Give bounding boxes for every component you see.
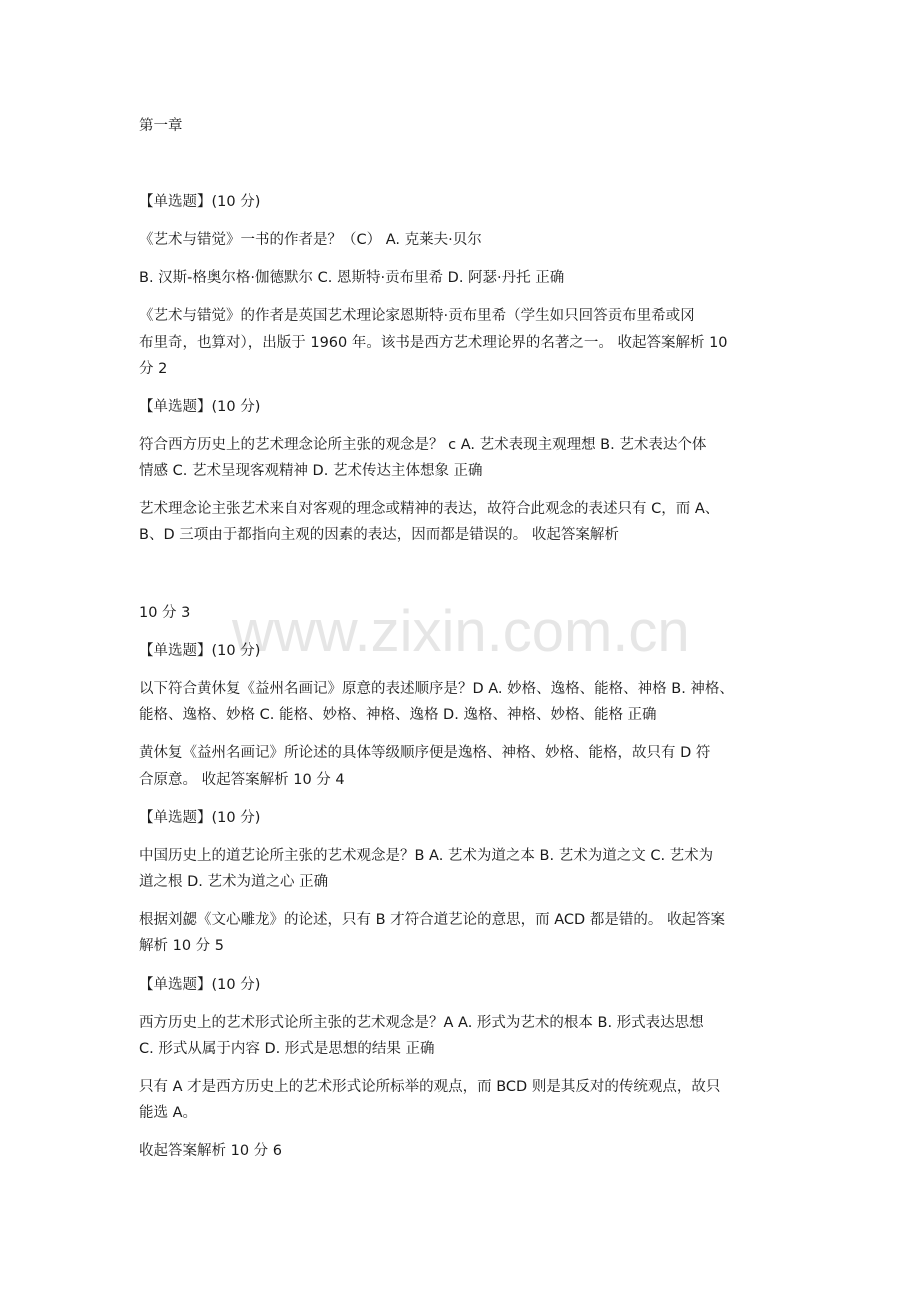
text-line: 只有 A 才是西方历史上的艺术形式论所标举的观点，而 BCD 则是其反对的传统观点，故只 — [139, 1079, 721, 1095]
text-line: B、D 三项由于都指向主观的因素的表达，因而都是错误的。 收起答案解析 — [139, 527, 619, 543]
text-line: 分 2 — [139, 361, 168, 377]
text-line: B. 汉斯-格奥尔格·伽德默尔 C. 恩斯特·贡布里希 D. 阿瑟·丹托 正确 — [139, 270, 565, 286]
text-line: 10 分 3 — [139, 605, 191, 621]
text-line: 收起答案解析 10 分 6 — [139, 1143, 283, 1159]
text-line: 根据刘勰《文心雕龙》的论述，只有 B 才符合道艺论的意思，而 ACD 都是错的。 收起答案 — [139, 912, 725, 928]
text-line: 第一章 — [139, 118, 183, 134]
text-line: 【单选题】(10 分) — [139, 643, 261, 659]
text-line: 西方历史上的艺术形式论所主张的艺术观念是？A A. 形式为艺术的根本 B. 形式表达思想 — [139, 1015, 704, 1031]
text-line: 能格、逸格、妙格 C. 能格、妙格、神格、逸格 D. 逸格、神格、妙格、能格 正确 — [139, 707, 657, 723]
text-line: 【单选题】(10 分) — [139, 194, 261, 210]
text-line: 道之根 D. 艺术为道之心 正确 — [139, 874, 329, 890]
text-line: 解析 10 分 5 — [139, 938, 225, 954]
text-line: 以下符合黄休复《益州名画记》原意的表述顺序是？D A. 妙格、逸格、能格、神格 B. 神格、 — [139, 681, 734, 697]
text-line: 《艺术与错觉》一书的作者是？（C） A. 克莱夫·贝尔 — [139, 232, 482, 248]
text-line: 符合西方历史上的艺术理念论所主张的观念是？ c A. 艺术表现主观理想 B. 艺术表达个体 — [139, 437, 707, 453]
text-line: 情感 C. 艺术呈现客观精神 D. 艺术传达主体想象 正确 — [139, 463, 483, 479]
text-line: 【单选题】(10 分) — [139, 977, 261, 993]
text-line: 合原意。 收起答案解析 10 分 4 — [139, 772, 345, 788]
watermark: www.zixin.com.cn — [232, 599, 690, 664]
text-line: 黄休复《益州名画记》所论述的具体等级顺序便是逸格、神格、妙格、能格，故只有 D 符 — [139, 745, 711, 761]
text-line: 【单选题】(10 分) — [139, 399, 261, 415]
text-line: 艺术理念论主张艺术来自对客观的理念或精神的表达，故符合此观念的表述只有 C，而 A、 — [139, 501, 720, 517]
text-line: 《艺术与错觉》的作者是英国艺术理论家恩斯特·贡布里希（学生如只回答贡布里希或冈 — [139, 308, 695, 324]
text-line: 【单选题】(10 分) — [139, 810, 261, 826]
text-line: 能选 A。 — [139, 1105, 198, 1121]
text-line: 布里奇，也算对），出版于 1960 年。该书是西方艺术理论界的名著之一。 收起答案解析 10 — [139, 335, 728, 351]
text-line: 中国历史上的道艺论所主张的艺术观念是？B A. 艺术为道之本 B. 艺术为道之文 C. 艺术为 — [139, 848, 714, 864]
text-line: C. 形式从属于内容 D. 形式是思想的结果 正确 — [139, 1041, 435, 1057]
